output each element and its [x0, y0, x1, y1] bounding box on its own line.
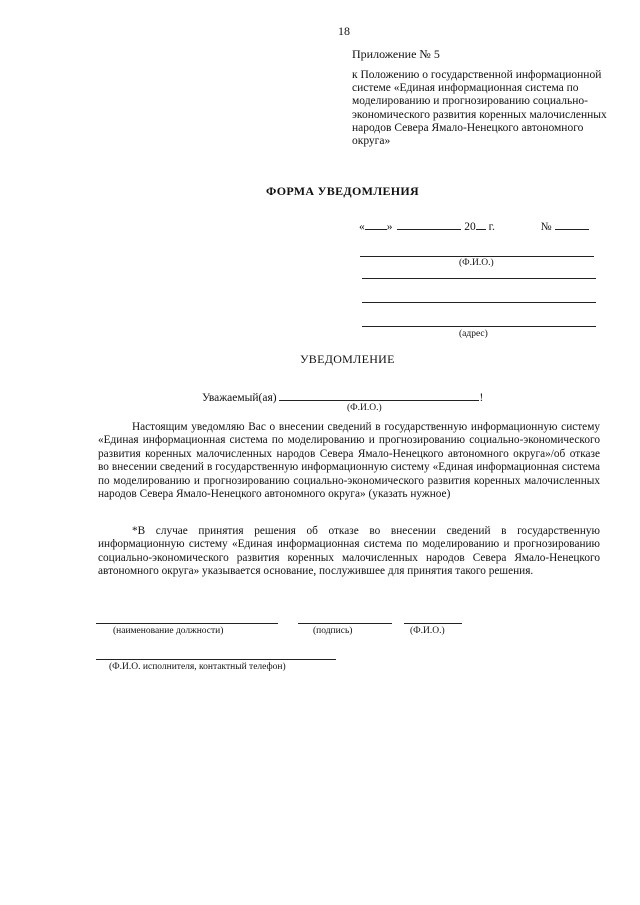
recipient-fio-caption: (Ф.И.О.) [459, 258, 494, 268]
date-day-blank [365, 218, 387, 230]
number-blank [555, 218, 589, 230]
greeting-label: Уважаемый(ая) [202, 392, 277, 404]
position-caption: (наименование должности) [113, 626, 224, 636]
date-open-quote: « [359, 221, 365, 233]
address-caption: (адрес) [459, 329, 488, 339]
signer-fio-caption: (Ф.И.О.) [410, 626, 445, 636]
signer-fio-line [404, 623, 462, 624]
signature-caption: (подпись) [313, 626, 353, 636]
date-number-line [359, 218, 589, 233]
year-suffix: г. [488, 221, 495, 233]
greeting-fio-caption: (Ф.И.О.) [347, 403, 382, 413]
year-blank [476, 218, 486, 230]
date-month-blank [397, 218, 461, 230]
body-paragraph-1: Настоящим уведомляю Вас о внесении сведений в государственную информационную систему «Единая информационная система по моделированию и прогнозированию социально-экономического развития коренных малочисленных народов Севера Ямало-Ненецкого автономного округа»/об отказе во внесении сведений в государственную информационную систему «Единая информационная система по моделированию и прогнозированию социально-экономического развития коренных малочисленных народов Севера Ямало-Ненецкого автономного округа» (указать нужное) [98, 421, 600, 501]
executor-caption: (Ф.И.О. исполнителя, контактный телефон) [109, 662, 286, 672]
date-close-quote: » [386, 221, 393, 233]
number-label: № [540, 221, 552, 233]
year-prefix: 20 [464, 221, 476, 233]
appendix-title: Приложение № 5 [352, 47, 440, 61]
page-number: 18 [338, 24, 350, 38]
greeting-line [202, 389, 483, 404]
position-line [96, 623, 278, 624]
form-title: ФОРМА УВЕДОМЛЕНИЯ [266, 184, 419, 198]
recipient-fio-line [360, 256, 594, 257]
greeting-punct: ! [479, 392, 484, 404]
signature-line [298, 623, 392, 624]
notice-heading: УВЕДОМЛЕНИЕ [300, 352, 395, 366]
executor-line [96, 659, 336, 660]
body-paragraph-2: *В случае принятия решения об отказе во внесении сведений в государственную информационную систему «Единая информационная система по моделированию и прогнозированию социально-экономического развития коренных малочисленных народов Севера Ямало-Ненецкого автономного округа» указывается основание, послужившее для принятия такого решения. [98, 525, 600, 578]
address-line-3 [362, 326, 596, 327]
address-line-2 [362, 302, 596, 303]
address-line-1 [362, 278, 596, 279]
appendix-description: к Положению о государственной информационной системе «Единая информационная система по моделированию и прогнозированию социально-экономического развития коренных малочисленных народов Севера Ямало-Ненецкого автономного округа» [352, 69, 607, 148]
greeting-fio-blank [279, 389, 479, 401]
